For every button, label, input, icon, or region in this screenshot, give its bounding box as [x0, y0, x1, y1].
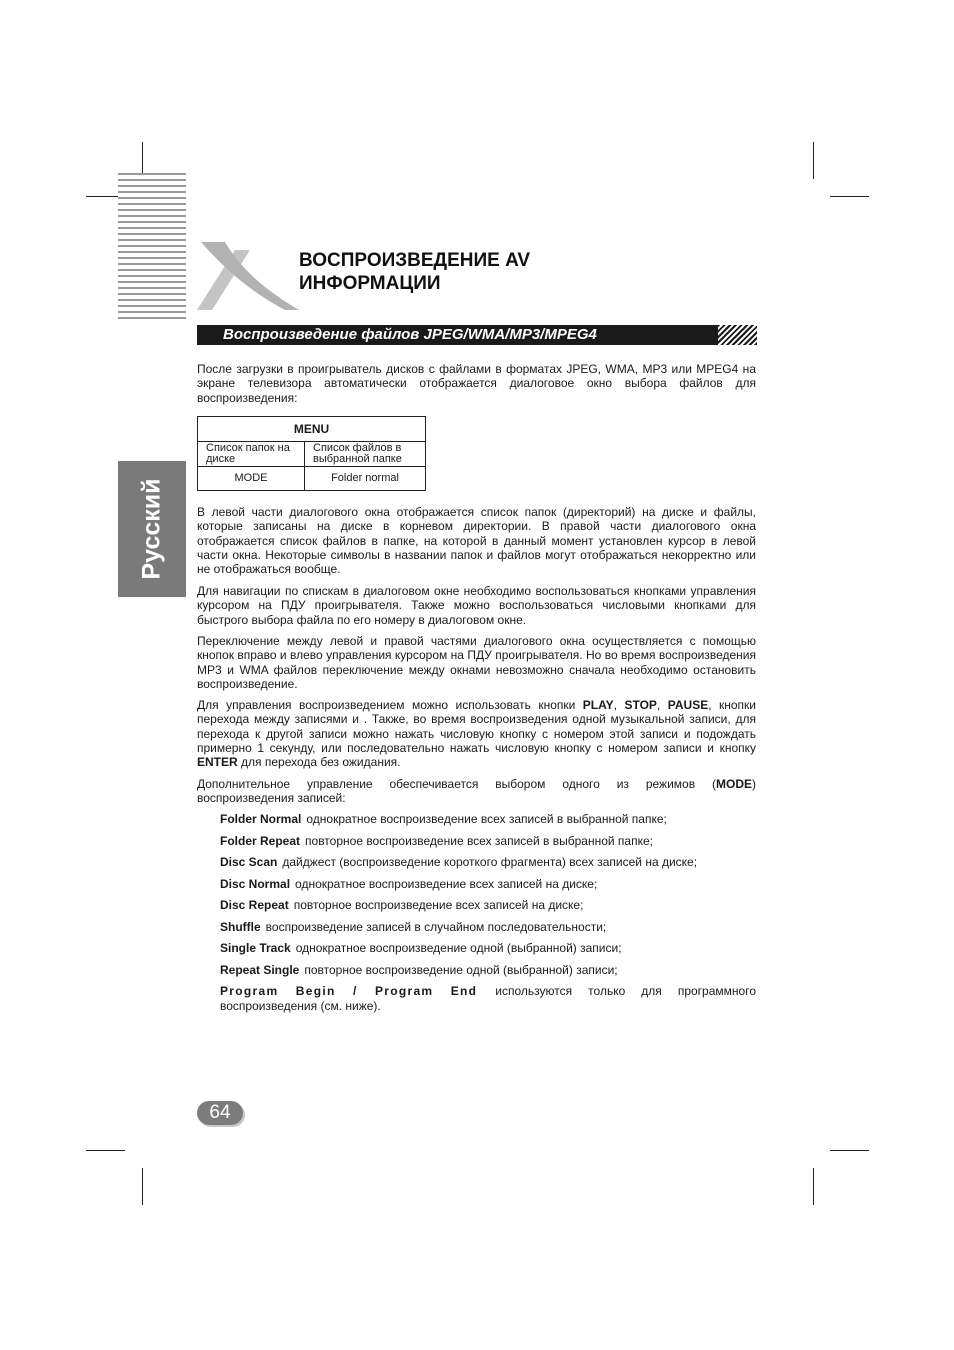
mode-item	[220, 855, 756, 877]
menu-table-cell: Список файлов в выбранной папке	[305, 442, 426, 467]
text-run: для перехода без ожидания.	[237, 755, 401, 770]
menu-table-cell: Список папок на диске	[198, 442, 305, 467]
page-title-line: ИНФОРМАЦИИ	[299, 273, 441, 294]
mode-name: Folder Normal	[220, 812, 302, 826]
text-run: ) воспроизведения записей:	[197, 777, 756, 806]
text-run: ,	[656, 698, 668, 712]
mode-name: Disc Repeat	[220, 898, 289, 912]
mode-item	[220, 963, 756, 985]
page-title-line: ВОСПРОИЗВЕДЕНИЕ AV	[299, 250, 531, 271]
mode-name: Disc Normal	[220, 876, 291, 891]
menu-table-cell: Folder normal	[305, 467, 426, 491]
mode-description: однократное воспроизведение одной (выбранной) записи;	[295, 941, 622, 955]
mode-name: Folder Repeat	[220, 833, 301, 848]
mode-key-label: MODE	[716, 777, 752, 791]
mode-item	[220, 812, 756, 834]
body-paragraph: Переключение между левой и правой частями диалогового окна осуществляется с помощью кнопок вправо и влево управления курсором на ПДУ проигрывателя. Но во время воспроизведения MP3 и WMA файлов переключение между окнами невозможно сначала необходимо остановить воспроизведение.	[197, 634, 756, 691]
text-run: Для управления воспроизведением можно использовать кнопки	[197, 698, 583, 712]
menu-table-cell: MODE	[198, 467, 305, 491]
crop-mark	[813, 142, 814, 179]
body-paragraph: Для навигации по спискам в диалоговом окне необходимо воспользоваться кнопками управления курсором на ПДУ проигрывателя. Также можно воспользоваться числовыми кнопками для быстрого выбора файла по его номеру в диалоговом окне.	[197, 584, 756, 627]
mode-description: однократное воспроизведение всех записей в выбранной папке;	[306, 812, 667, 826]
language-tab	[118, 461, 186, 597]
mode-description: воспроизведение записей в случайном последовательности;	[265, 919, 607, 934]
section-title: Воспроизведение файлов JPEG/WMA/MP3/MPEG4	[223, 326, 597, 343]
crop-mark	[142, 1168, 143, 1205]
mode-description: повторное воспроизведение одной (выбранной) записи;	[304, 962, 618, 977]
intro-paragraph: После загрузки в проигрыватель дисков с файлами в форматах JPEG, WMA, MP3 или MPEG4 на экране телевизора автоматически отображается диалоговое окно выбора файлов для воспроизведения:	[197, 362, 756, 405]
menu-table	[197, 416, 426, 491]
language-tab-label: Русский	[137, 478, 166, 580]
mode-description: дайджест (воспроизведение короткого фрагмента) всех записей на диске;	[282, 855, 698, 869]
stop-key-label: STOP	[624, 698, 657, 712]
mode-item	[220, 898, 756, 920]
menu-table-header: MENU	[198, 417, 426, 442]
header-stripes	[118, 173, 186, 321]
mode-name: Disc Scan	[220, 855, 278, 869]
mode-item	[220, 920, 756, 942]
mode-name: Repeat Single	[220, 962, 300, 977]
crop-mark	[830, 1150, 869, 1151]
crop-mark	[86, 1150, 125, 1151]
enter-key-label: ENTER	[197, 755, 238, 770]
play-key-label: PLAY	[582, 698, 614, 712]
mode-name: Single Track	[220, 941, 291, 955]
mode-description: однократное воспроизведение всех записей на диске;	[295, 876, 598, 891]
mode-item	[220, 877, 756, 899]
pause-key-label: PAUSE	[667, 698, 709, 712]
crop-mark	[830, 196, 869, 197]
control-paragraph	[197, 698, 756, 769]
mode-item	[220, 941, 756, 963]
text-run: , кнопки перехода между записями и . Также, во время воспроизведения одной музыкальной записи, для перехода к другой записи можно нажать числовую кнопку с номером этой записи и подождать примерно 1 секунду, или последовательно нажать числовую кнопку с номером записи и кнопку	[197, 698, 756, 755]
text-run: ,	[613, 698, 625, 712]
text-run: Дополнительное управление обеспечивается выбором одного из режимов (	[197, 777, 716, 791]
mode-list	[220, 812, 756, 1013]
mode-item	[220, 984, 756, 1013]
mode-intro-paragraph	[197, 777, 756, 806]
mode-description: используются только для программного воспроизведения (см. ниже).	[220, 984, 756, 1013]
mode-item	[220, 834, 756, 856]
page-title	[299, 249, 759, 295]
crop-mark	[813, 1168, 814, 1205]
mode-description: повторное воспроизведение всех записей в выбранной папке;	[305, 833, 653, 848]
mode-name: Shuffle	[220, 919, 261, 934]
section-header-bar	[197, 325, 757, 345]
mode-description: повторное воспроизведение всех записей на диске;	[293, 898, 584, 912]
mode-name: Program Begin / Program End	[220, 984, 478, 998]
body-paragraph: В левой части диалогового окна отображается список папок (директорий) на диске и файлы, которые записаны на диске в корневом директории. В правой части диалогового окна отображается список файлов в папке, на которой в данный момент установлен курсор в левой части окна. Некоторые символы в названии папок и файлов могут отображаться некорректно или не отображаться вообще.	[197, 505, 756, 577]
brand-x-logo	[195, 236, 303, 314]
page-number-badge: 64	[197, 1101, 243, 1125]
